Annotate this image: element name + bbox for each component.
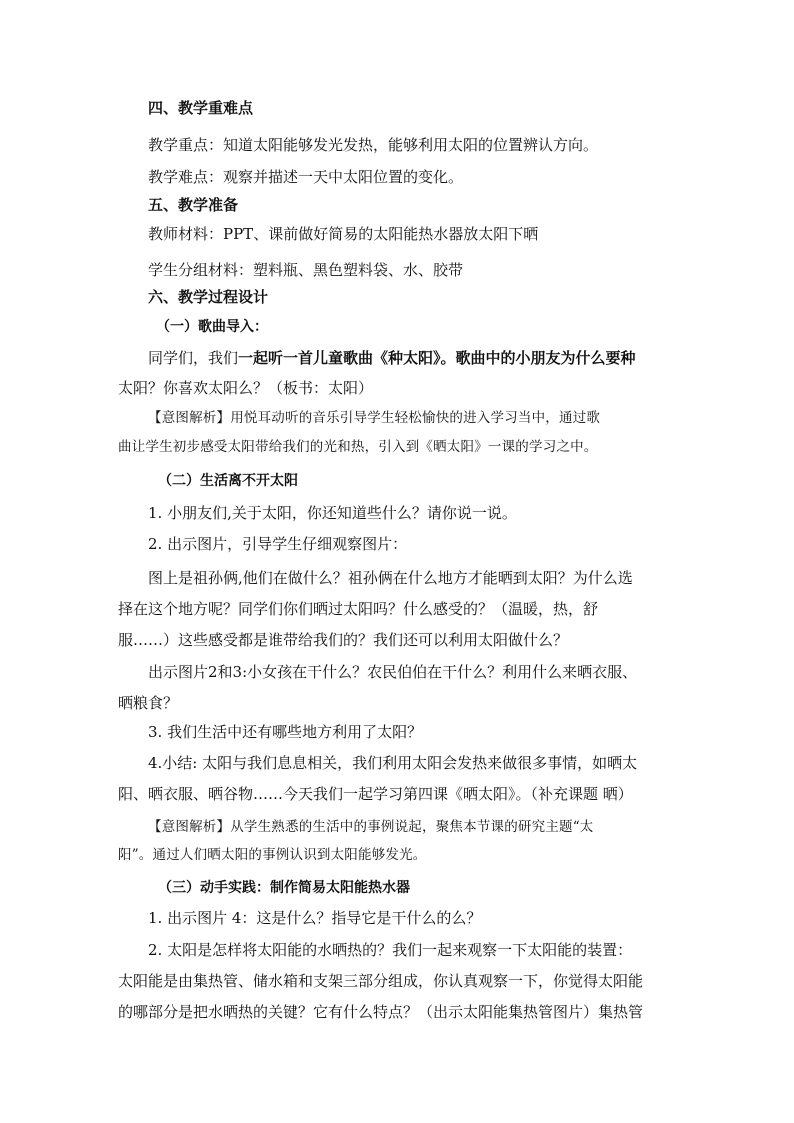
section-4-heading: 四、教学重难点 [148, 99, 254, 117]
paragraph-line: 的哪部分是把水晒热的关键？它有什么特点？（出示太阳能集热管图片）集热管 [118, 1003, 644, 1021]
summary-line: 4.小结: 太阳与我们息息相关，我们利用太阳会发热来做很多事情，如晒太 [148, 754, 638, 772]
student-materials-text: 学生分组材料：塑料瓶、黑色塑料袋、水、胶带 [148, 261, 464, 279]
part-1-paragraph-line [148, 348, 636, 368]
intent-note-line: 曲让学生初步感受太阳带给我们的光和热，引入到《晒太阳》一课的学习之中。 [118, 439, 598, 455]
part-1-heading: （一）歌曲导入： [156, 319, 268, 335]
part-2-heading: （二）生活离不开太阳 [158, 473, 298, 489]
paragraph-line: 晒粮食？ [118, 694, 179, 712]
section-5-heading: 五、教学准备 [148, 196, 239, 214]
list-item: 1. 出示图片 4：这是什么？指导它是干什么的么？ [148, 909, 482, 927]
part-1-text-a: 同学们，我们 [148, 349, 239, 367]
section-6-heading: 六、教学过程设计 [148, 288, 269, 306]
paragraph-line: 出示图片2和3:小女孩在干什么？农民伯伯在干什么？利用什么来晒衣服、 [148, 663, 638, 681]
paragraph-line: 太阳能是由集热管、储水箱和支架三部分组成，你认真观察一下，你觉得太阳能 [118, 972, 644, 990]
paragraph-line: 择在这个地方呢？同学们你们晒过太阳吗？什么感受的？（温暖，热，舒 [118, 600, 599, 618]
list-item: 1. 小朋友们,关于太阳，你还知道些什么？请你说一说。 [148, 504, 517, 522]
key-point-text: 教学重点：知道太阳能够发光发热，能够利用太阳的位置辨认方向。 [148, 136, 599, 154]
list-item: 2. 出示图片，引导学生仔细观察图片： [148, 535, 408, 553]
part-1-text-b: 一起听一首儿童歌曲《种太阳》。歌曲中的小朋友为什么要种 [238, 349, 636, 367]
summary-line: 阳、晒衣服、晒谷物……今天我们一起学习第四课《晒太阳》。（补充课题 晒） [118, 785, 633, 803]
paragraph-line: 服……）这些感受都是谁带给我们的？我们还可以利用太阳做什么？ [118, 631, 569, 649]
list-item: 3. 我们生活中还有哪些地方利用了太阳？ [148, 723, 423, 741]
list-item: 2. 太阳是怎样将太阳能的水晒热的？我们一起来观察一下太阳能的装置： [148, 941, 633, 959]
paragraph-line: 图上是祖孙俩,他们在做什么？祖孙俩在什么地方才能晒到太阳？为什么选 [148, 569, 633, 587]
intent-note-line: 阳”。通过人们晒太阳的事例认识到太阳能够发光。 [118, 847, 427, 863]
part-3-heading: （三）动手实践：制作简易太阳能热水器 [158, 880, 410, 896]
teacher-materials-text: 教师材料：PPT、课前做好简易的太阳能热水器放太阳下晒 [148, 225, 539, 243]
intent-note-line: 【意图解析】用悦耳动听的音乐引导学生轻松愉快的进入学习当中，通过歌 [148, 410, 601, 426]
intent-note-line: 【意图解析】从学生熟悉的生活中的事例说起，聚焦本节课的研究主题“太 [148, 819, 594, 835]
part-1-paragraph-line: 太阳？你喜欢太阳么？（板书：太阳） [118, 379, 374, 397]
difficulty-text: 教学难点：观察并描述一天中太阳位置的变化。 [148, 168, 464, 186]
